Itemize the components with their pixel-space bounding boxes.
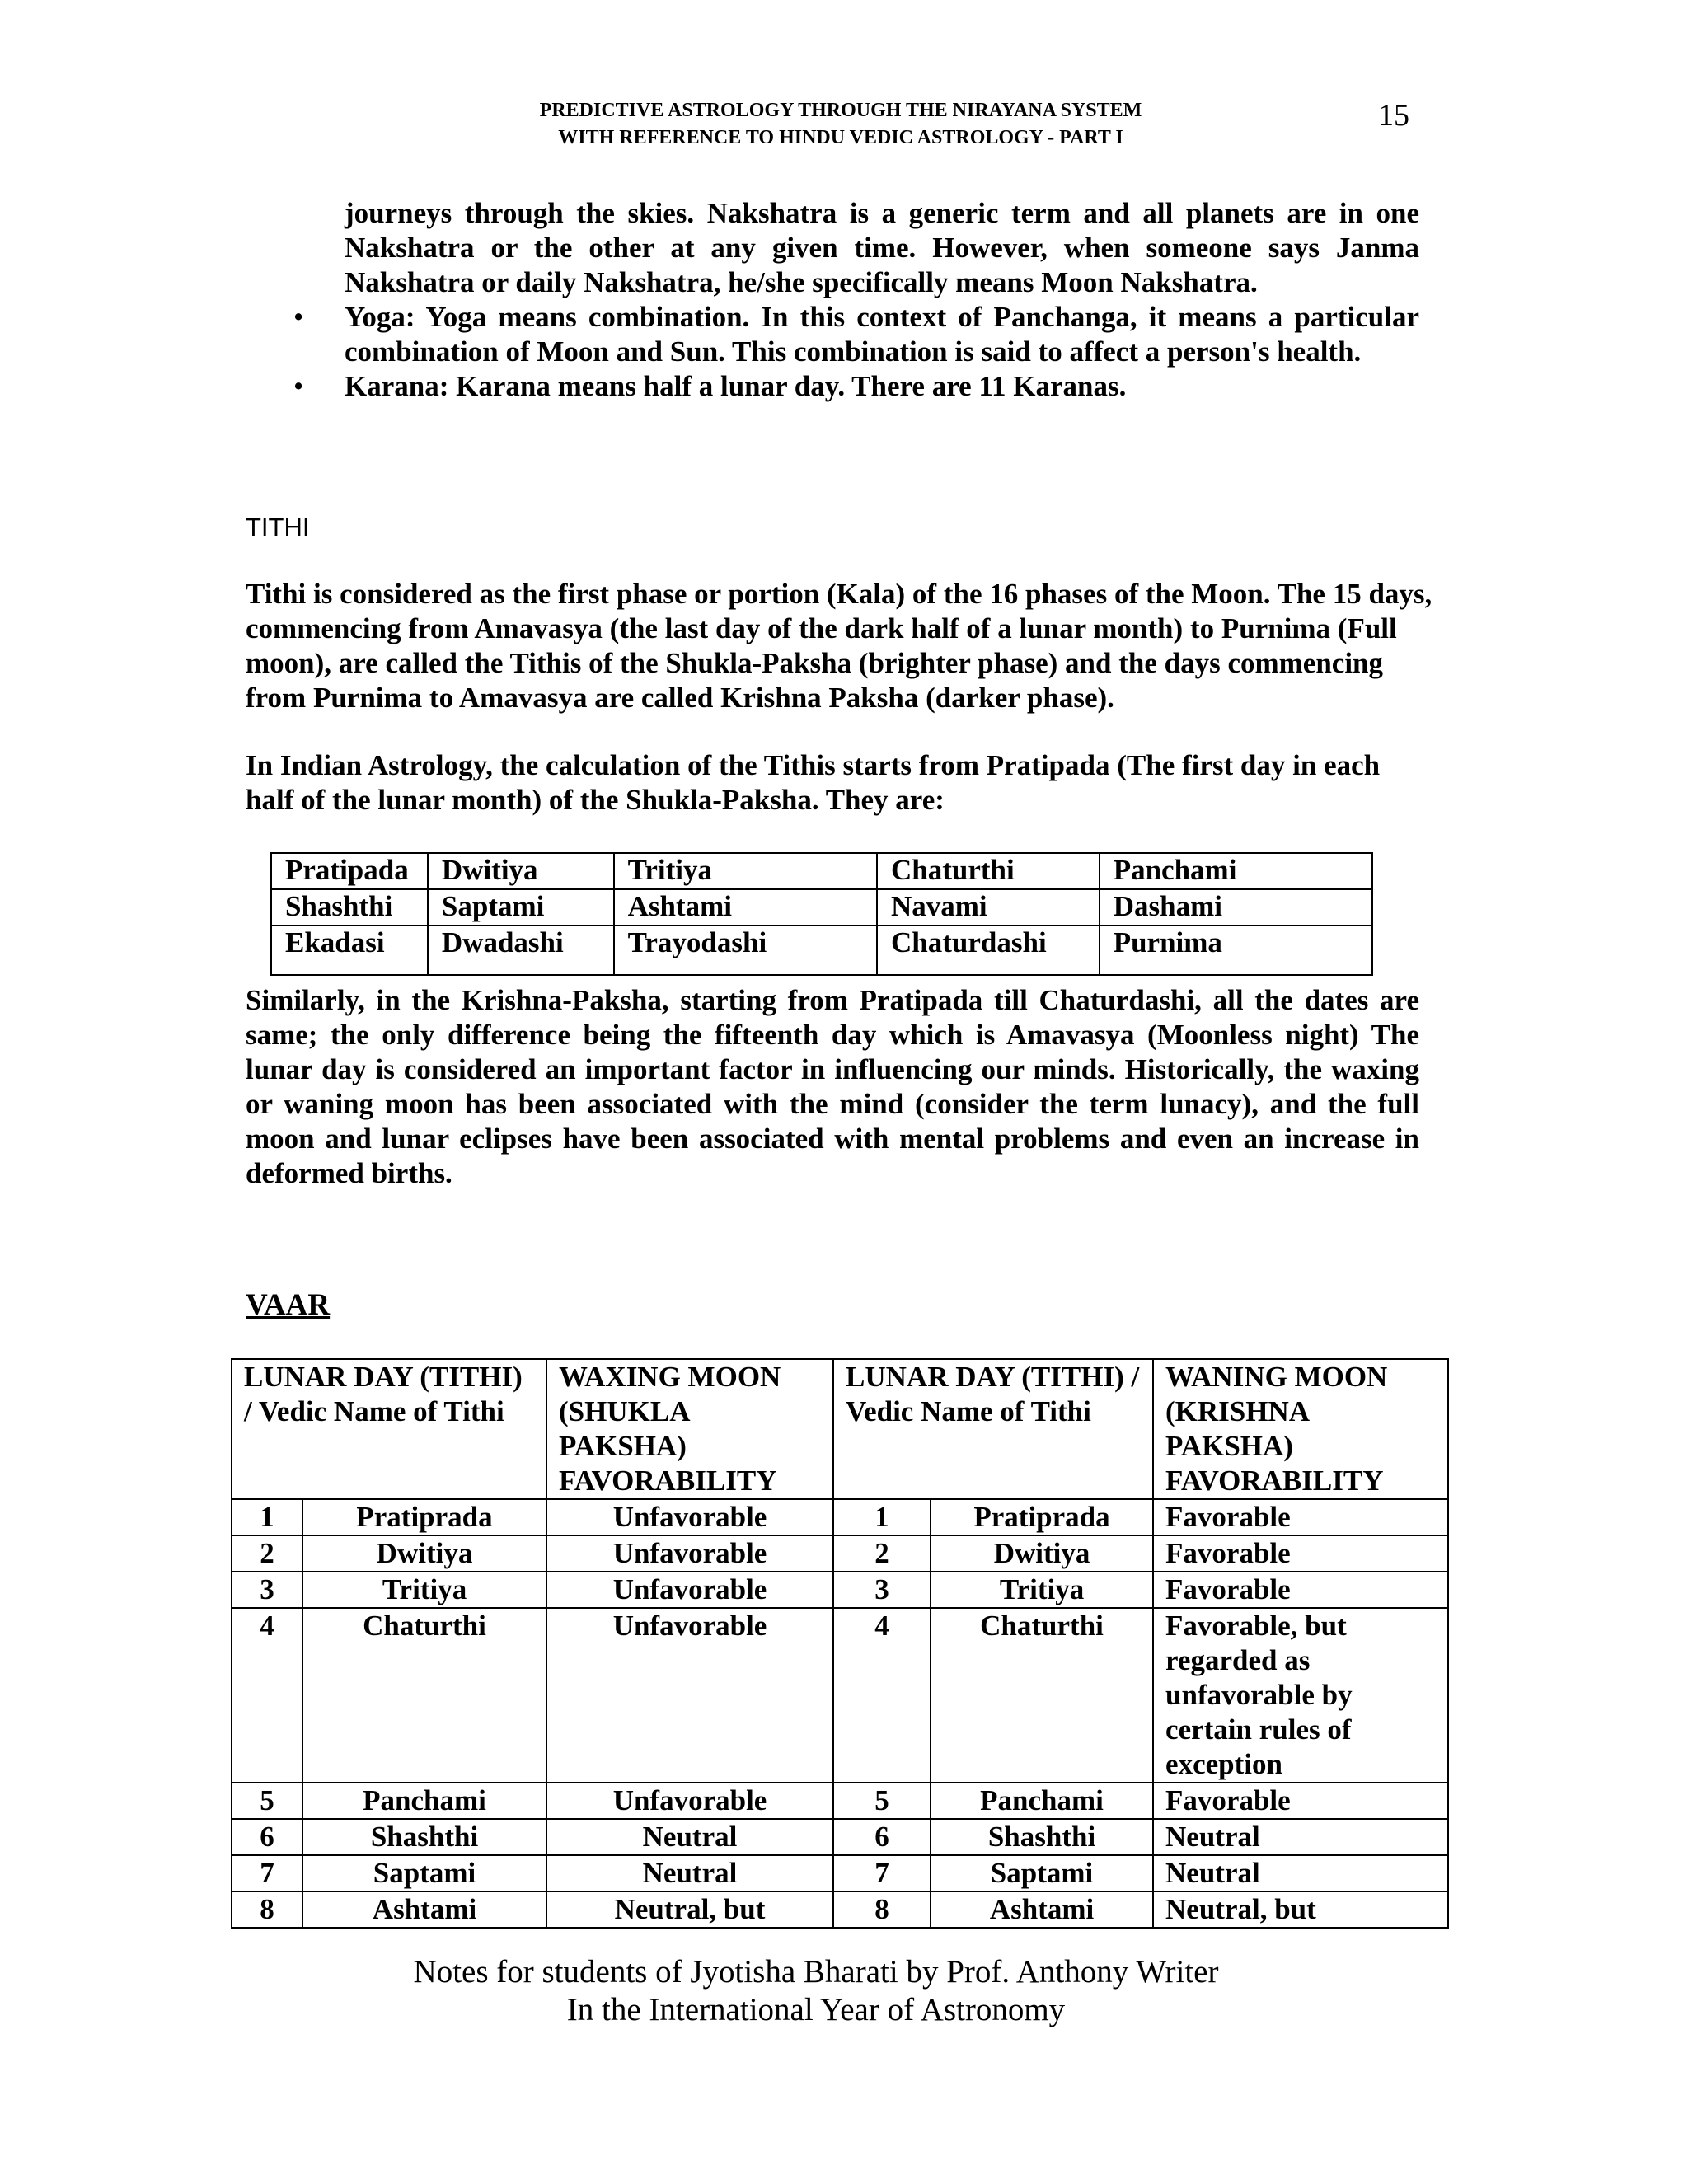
table-cell-waning: Favorable bbox=[1153, 1535, 1448, 1572]
tithi-paragraph-3: Similarly, in the Krishna-Paksha, starting from Pratipada till Chaturdashi, all the dates are same; the only difference being the fifteenth day which is Amavasya (Moonless night) The lunar day is considered an important factor in influencing our minds. Historically, the waxing or waning moon has been associated with the mind (consider the term lunacy), and the full moon and lunar eclipses have been associated with mental problems and even an increase in deformed births. bbox=[246, 984, 1419, 1189]
vaar-table-body bbox=[232, 1499, 1448, 1928]
table-cell-name2: Tritiya bbox=[931, 1572, 1153, 1608]
table-cell-num: 2 bbox=[232, 1535, 302, 1572]
table-cell-waning: Favorable, but regarded as unfavorable by certain rules of exception bbox=[1153, 1608, 1448, 1783]
table-cell-waning: Favorable bbox=[1153, 1572, 1448, 1608]
table-row bbox=[271, 853, 1372, 889]
table-row bbox=[271, 926, 1372, 975]
section-heading-vaar: VAAR bbox=[246, 1288, 331, 1322]
table-row bbox=[232, 1783, 1448, 1819]
table-cell-waxing: Unfavorable bbox=[546, 1535, 833, 1572]
table-cell-name: Pratiprada bbox=[302, 1499, 546, 1535]
table-cell-waning: Neutral bbox=[1153, 1819, 1448, 1855]
table-row bbox=[232, 1891, 1448, 1928]
section-heading-tithi: TITHI bbox=[246, 513, 310, 541]
page-number: 15 bbox=[1378, 98, 1409, 133]
bullet-text: Yoga: Yoga means combination. In this context of Panchanga, it means a particular combination of Moon and Sun. This combination is said to affect a person's health. bbox=[345, 301, 1419, 368]
tithi-paragraph-1: Tithi is considered as the first phase or portion (Kala) of the 16 phases of the Moon. The 15 days, commencing from Amavasya (the last day of the dark half of a lunar month) to Purnima (Full moon), are called the Tithis of the Shukla-Paksha (brighter phase) and the days commencing from Purnima to Amavasya are called Krishna Paksha (darker phase). bbox=[246, 578, 1432, 714]
table-cell-num: 7 bbox=[232, 1855, 302, 1891]
table-cell-waxing: Unfavorable bbox=[546, 1572, 833, 1608]
table-cell: Dwadashi bbox=[428, 926, 614, 975]
table-row bbox=[232, 1572, 1448, 1608]
table-cell-name: Dwitiya bbox=[302, 1535, 546, 1572]
table-cell-num: 8 bbox=[232, 1891, 302, 1928]
table-cell: Saptami bbox=[428, 889, 614, 926]
table-row bbox=[232, 1819, 1448, 1855]
table-cell-name2: Ashtami bbox=[931, 1891, 1153, 1928]
table-cell-num2: 6 bbox=[833, 1819, 931, 1855]
running-header bbox=[330, 97, 1352, 152]
table-cell-num2: 3 bbox=[833, 1572, 931, 1608]
table-cell-name: Ashtami bbox=[302, 1891, 546, 1928]
header-cell-waning-tithi: LUNAR DAY (TITHI) / Vedic Name of Tithi bbox=[833, 1359, 1153, 1499]
table-cell-name2: Shashthi bbox=[931, 1819, 1153, 1855]
table-cell: Tritiya bbox=[614, 853, 877, 889]
table-cell-num2: 7 bbox=[833, 1855, 931, 1891]
table-cell: Panchami bbox=[1100, 853, 1372, 889]
bullet-item-karana bbox=[0, 369, 1419, 404]
header-cell-waning-favorability: WANING MOON (KRISHNA PAKSHA) FAVORABILITY bbox=[1153, 1359, 1448, 1499]
header-cell-waxing-tithi: LUNAR DAY (TITHI) / Vedic Name of Tithi bbox=[232, 1359, 546, 1499]
table-cell-waxing: Unfavorable bbox=[546, 1608, 833, 1783]
table-row bbox=[232, 1535, 1448, 1572]
table-cell-name2: Dwitiya bbox=[931, 1535, 1153, 1572]
table-cell: Chaturdashi bbox=[877, 926, 1100, 975]
table-cell-waning: Favorable bbox=[1153, 1783, 1448, 1819]
table-cell-num: 5 bbox=[232, 1783, 302, 1819]
table-cell-name2: Chaturthi bbox=[931, 1608, 1153, 1783]
tithi-names-table bbox=[270, 852, 1373, 976]
table-cell: Shashthi bbox=[271, 889, 428, 926]
table-cell: Pratipada bbox=[271, 853, 428, 889]
table-cell-num: 4 bbox=[232, 1608, 302, 1783]
table-cell: Purnima bbox=[1100, 926, 1372, 975]
tithi-paragraph-2: In Indian Astrology, the calculation of the Tithis starts from Pratipada (The first day in each half of the lunar month) of the Shukla-Paksha. They are: bbox=[246, 749, 1381, 816]
continuation-paragraph: journeys through the skies. Nakshatra is a generic term and all planets are in one Nakshatra or the other at any given time. However, when someone says Janma Nakshatra or daily Nakshatra, he/she specifically means Moon Nakshatra. bbox=[345, 197, 1419, 298]
table-cell-name: Panchami bbox=[302, 1783, 546, 1819]
table-cell-num2: 8 bbox=[833, 1891, 931, 1928]
table-cell-num2: 2 bbox=[833, 1535, 931, 1572]
bullet-text: Karana: Karana means half a lunar day. There are 11 Karanas. bbox=[345, 370, 1127, 402]
vaar-favorability-table bbox=[231, 1358, 1449, 1929]
table-cell: Navami bbox=[877, 889, 1100, 926]
header-cell-waxing-favorability: WAXING MOON (SHUKLA PAKSHA) FAVORABILITY bbox=[546, 1359, 833, 1499]
footer-line-2: In the International Year of Astronomy bbox=[566, 1992, 1066, 2027]
table-cell-num: 6 bbox=[232, 1819, 302, 1855]
table-cell: Dwitiya bbox=[428, 853, 614, 889]
table-cell-waning: Neutral, but bbox=[1153, 1891, 1448, 1928]
table-cell-name2: Saptami bbox=[931, 1855, 1153, 1891]
table-cell-num2: 4 bbox=[833, 1608, 931, 1783]
table-row bbox=[232, 1499, 1448, 1535]
table-cell-num: 1 bbox=[232, 1499, 302, 1535]
page-footer bbox=[330, 1953, 1302, 2029]
bullet-item-yoga bbox=[0, 300, 1419, 369]
table-cell-name2: Panchami bbox=[931, 1783, 1153, 1819]
table-cell: Ashtami bbox=[614, 889, 877, 926]
bullet-icon: • bbox=[293, 370, 304, 402]
bullet-list bbox=[0, 300, 1688, 404]
table-cell-waning: Favorable bbox=[1153, 1499, 1448, 1535]
table-header-row bbox=[232, 1359, 1448, 1499]
footer-line-1: Notes for students of Jyotisha Bharati by Prof. Anthony Writer bbox=[413, 1954, 1219, 1990]
running-header-line-2: WITH REFERENCE TO HINDU VEDIC ASTROLOGY - PART I bbox=[558, 127, 1123, 148]
table-cell: Trayodashi bbox=[614, 926, 877, 975]
table-row bbox=[232, 1608, 1448, 1783]
table-cell-name2: Pratiprada bbox=[931, 1499, 1153, 1535]
table-cell: Chaturthi bbox=[877, 853, 1100, 889]
table-cell-waxing: Unfavorable bbox=[546, 1499, 833, 1535]
table-row bbox=[232, 1855, 1448, 1891]
bullet-icon: • bbox=[293, 301, 304, 333]
table-cell-name: Tritiya bbox=[302, 1572, 546, 1608]
table-cell: Dashami bbox=[1100, 889, 1372, 926]
table-cell-name: Chaturthi bbox=[302, 1608, 546, 1783]
table-cell-num2: 1 bbox=[833, 1499, 931, 1535]
table-cell-waning: Neutral bbox=[1153, 1855, 1448, 1891]
table-cell-num: 3 bbox=[232, 1572, 302, 1608]
table-cell-name: Shashthi bbox=[302, 1819, 546, 1855]
table-row bbox=[271, 889, 1372, 926]
table-cell-num2: 5 bbox=[833, 1783, 931, 1819]
table-cell: Ekadasi bbox=[271, 926, 428, 975]
table-cell-waxing: Neutral bbox=[546, 1819, 833, 1855]
table-cell-name: Saptami bbox=[302, 1855, 546, 1891]
running-header-line-1: PREDICTIVE ASTROLOGY THROUGH THE NIRAYANA SYSTEM bbox=[539, 100, 1142, 121]
table-cell-waxing: Neutral bbox=[546, 1855, 833, 1891]
table-cell-waxing: Neutral, but bbox=[546, 1891, 833, 1928]
table-cell-waxing: Unfavorable bbox=[546, 1783, 833, 1819]
